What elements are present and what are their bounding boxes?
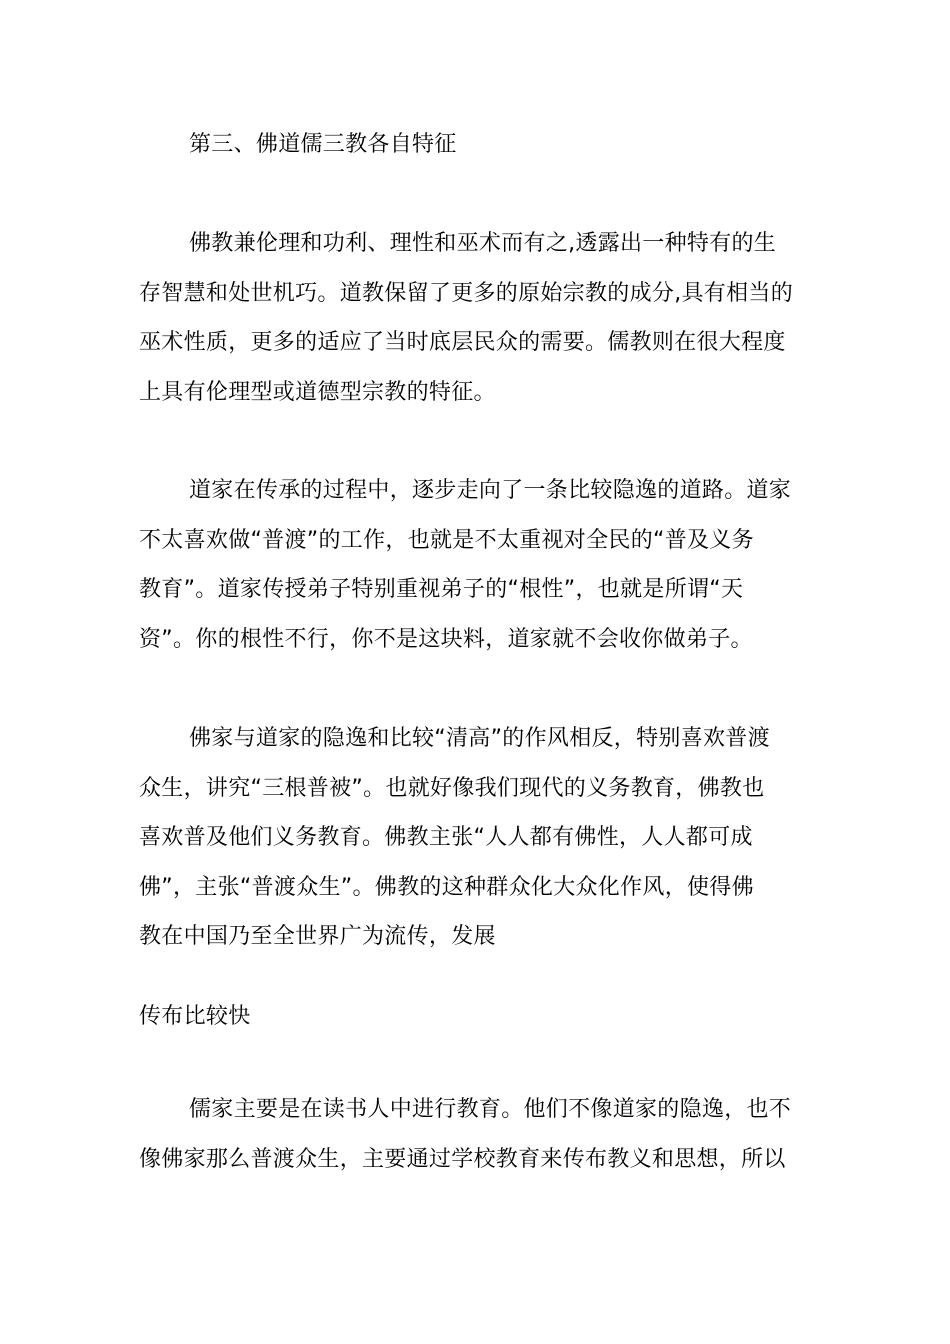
paragraph-1 (139, 219, 811, 417)
paragraph-line: 像佛家那么普渡众生，主要通过学校教育来传布教义和思想，所以 (139, 1146, 786, 1172)
paragraph-line: 存智慧和处世机巧。道教保留了更多的原始宗教的成分,具有相当的 (139, 280, 793, 306)
section-heading (139, 120, 811, 170)
paragraph-line: 儒家主要是在读书人中进行教育。他们不像道家的隐逸，也不 (189, 1097, 792, 1122)
paragraph-3 (139, 714, 811, 962)
paragraph-2 (139, 466, 811, 664)
paragraph-line: 众生，讲究“三根普被”。也就好像我们现代的义务教育，佛教也 (139, 775, 765, 801)
section-heading-text: 第三、佛道儒三教各自特征 (189, 132, 457, 157)
paragraph-line: 传布比较快 (139, 1004, 251, 1029)
paragraph-line: 巫术性质，更多的适应了当时底层民众的需要。儒教则在很大程度 (139, 330, 786, 355)
paragraph-line: 教育”。道家传授弟子特别重视弟子的“根性”，也就是所谓“天 (139, 577, 744, 602)
paragraph-line: 佛”，主张“普渡众生”。佛教的这种群众化大众化作风，使得佛 (139, 874, 754, 900)
paragraph-line: 道家在传承的过程中，逐步走向了一条比较隐逸的道路。道家 (189, 478, 792, 503)
paragraph-line: 喜欢普及他们义务教育。佛教主张“人人都有佛性，人人都可成 (139, 825, 753, 850)
paragraph-line: 资”。你的根性不行，你不是这块料，道家就不会收你做弟子。 (139, 626, 753, 652)
paragraph-4 (139, 1085, 811, 1184)
paragraph-line: 佛教兼伦理和功利、理性和巫术而有之,透露出一种特有的生 (189, 231, 777, 256)
paragraph-continuation (139, 992, 811, 1042)
paragraph-line: 教在中国乃至全世界广为流传，发展 (139, 924, 496, 949)
paragraph-line: 不太喜欢做“普渡”的工作，也就是不太重视对全民的“普及义务 (139, 527, 754, 553)
paragraph-line: 佛家与道家的隐逸和比较“清高”的作风相反，特别喜欢普渡 (189, 726, 770, 751)
paragraph-line: 上具有伦理型或道德型宗教的特征。 (139, 379, 496, 405)
